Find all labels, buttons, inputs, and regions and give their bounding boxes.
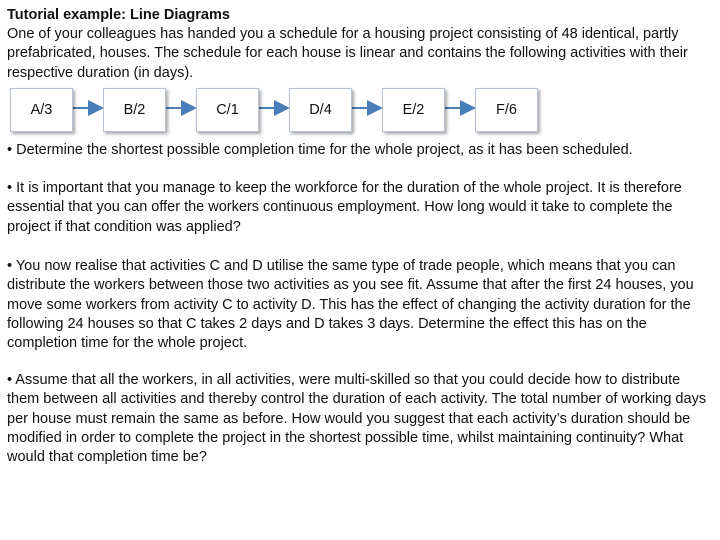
bullet-multi-skilled: • Assume that all the workers, in all activities, were multi-skilled so that you could decide how to distribute them between all activities and thereby control the duration of each activity. The total number of working days per house must remain the same as before. How would you suggest that each activity’s duration should be modified in order to complete the project in the shortest possible time, whilst maintaining continuity? What would that completion time be? [7,372,707,466]
intro-paragraph: One of your colleagues has handed you a schedule for a housing project consisting of 48 identical, partly prefabricated, houses. The schedule for each house is linear and contains the following activities with their respective duration (in days). [7,26,688,81]
activity-line-diagram [10,88,530,132]
page-title: Tutorial example: Line Diagrams [7,7,230,23]
activity-node-f: F/6 [475,88,538,132]
activity-node-c: C/1 [196,88,259,132]
activity-arrows [10,88,530,132]
bullet-continuous-employment: • It is important that you manage to keep the workforce for the duration of the whole project. It is therefore essential that you can offer the workers continuous employment. How long would it take to complete the project if that condition was applied? [7,180,682,235]
bullet-completion-time: • Determine the shortest possible completion time for the whole project, as it has been scheduled. [7,142,633,158]
activity-node-d: D/4 [289,88,352,132]
activity-node-a: A/3 [10,88,73,132]
activity-node-e: E/2 [382,88,445,132]
activity-node-b: B/2 [103,88,166,132]
bullet-redistribute-workers: • You now realise that activities C and D utilise the same type of trade people, which means that you can distribute the workers between those two activities as you see fit. Assume that after the first 24 houses, you move some workers from activity C to activity D. This has the effect of changing the activity duration for the following 24 houses so that C takes 2 days and D takes 3 days. Determine the effect this has on the completion time for the whole project. [7,258,694,352]
